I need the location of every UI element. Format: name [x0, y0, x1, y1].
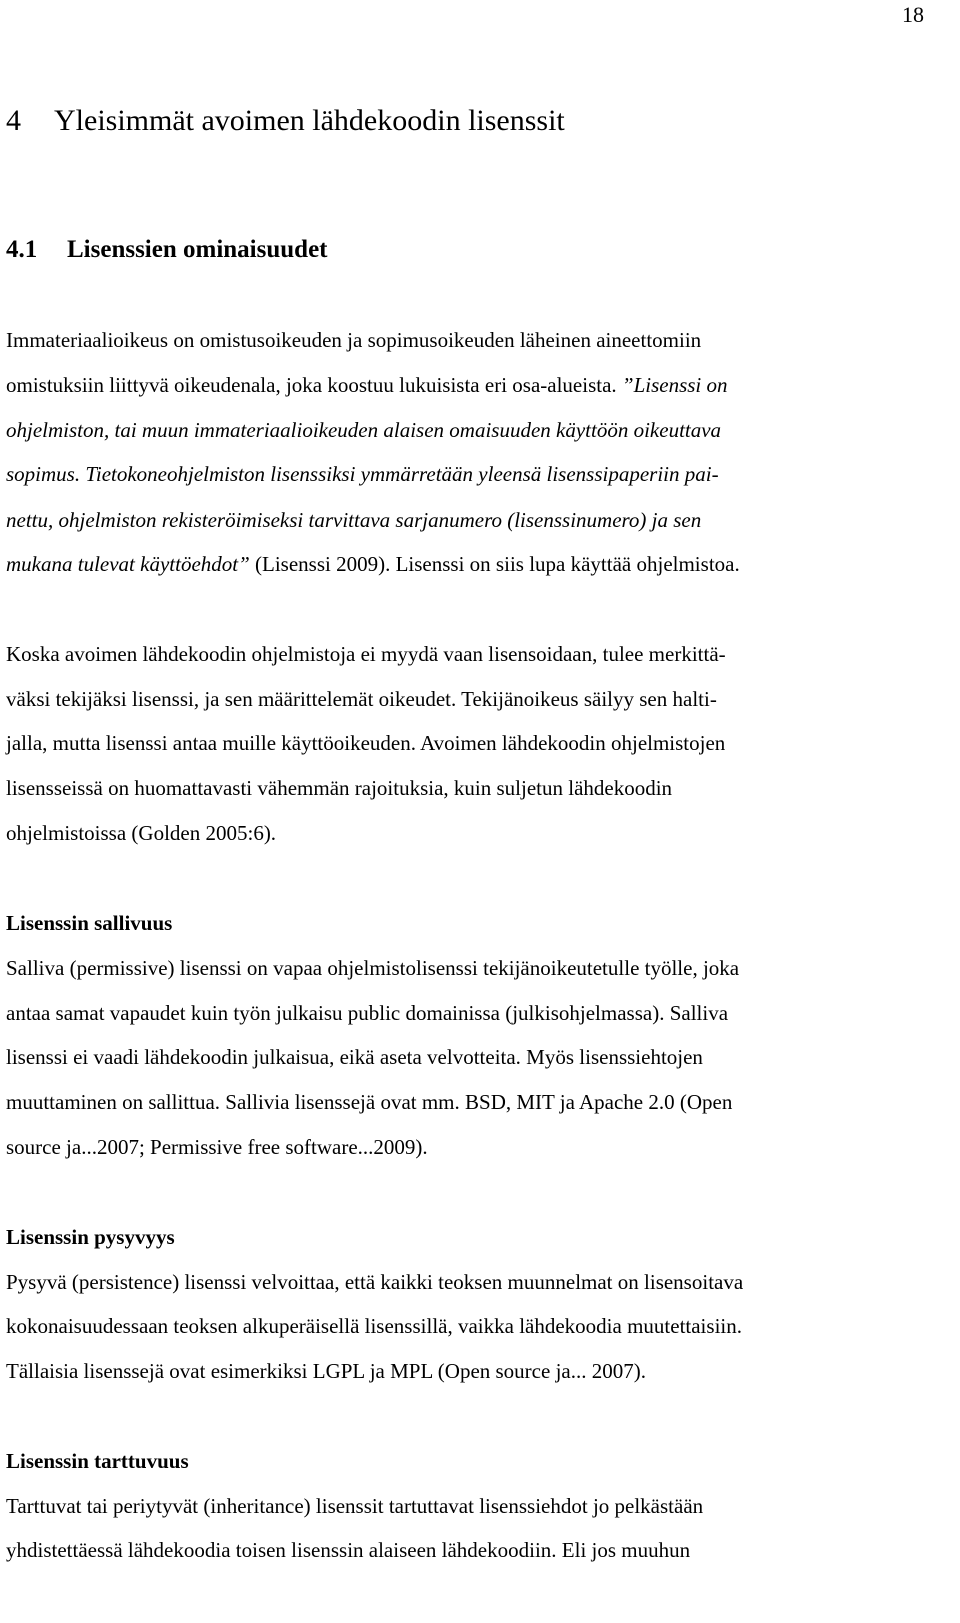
- paragraph-line: lisenssi ei vaadi lähdekoodin julkaisua, eikä aseta velvotteita. Myös lisenssiehtojen: [6, 1045, 703, 1069]
- page-number: 18: [902, 2, 924, 27]
- paragraph-line: kokonaisuudessaan teoksen alkuperäisellä lisenssillä, vaikka lähdekoodia muutettaisiin.: [6, 1314, 742, 1338]
- chapter-heading: [6, 104, 565, 138]
- paragraph-line: yhdistettäessä lähdekoodia toisen lisenssin alaiseen lähdekoodiin. Eli jos muuhun: [6, 1538, 691, 1562]
- paragraph-line: Immateriaalioikeus on omistusoikeuden ja sopimusoikeuden läheinen aineettomiin: [6, 328, 702, 352]
- paragraph-line: [6, 551, 740, 577]
- paragraph-line: source ja...2007; Permissive free software...2009).: [6, 1135, 428, 1159]
- paragraph-text: omistuksiin liittyvä oikeudenala, joka koostuu lukuisista eri osa-alueista.: [6, 373, 622, 397]
- paragraph-line: lisensseissä on huomattavasti vähemmän rajoituksia, kuin suljetun lähdekoodin: [6, 776, 673, 800]
- subsection-heading: Lisenssin tarttuvuus: [6, 1449, 189, 1473]
- paragraph-line: [6, 417, 721, 443]
- paragraph-line: ohjelmistoissa (Golden 2005:6).: [6, 821, 277, 845]
- subsection-heading: Lisenssin pysyvyys: [6, 1225, 175, 1249]
- quote-text: ”Lisenssi on: [621, 373, 728, 397]
- paragraph-line: Pysyvä (persistence) lisenssi velvoittaa, että kaikki teoksen muunnelmat on lisensoitava: [6, 1270, 744, 1294]
- paragraph-line: [6, 372, 728, 398]
- quote-text: mukana tulevat käyttöehdot”: [6, 552, 250, 576]
- quote-text: sopimus. Tietokoneohjelmiston lisenssiksi ymmärretään yleensä lisenssipaperiin pai-: [6, 462, 719, 486]
- paragraph-line: Salliva (permissive) lisenssi on vapaa ohjelmistolisenssi tekijänoikeutetulle työlle, joka: [6, 956, 740, 980]
- paragraph-line: Koska avoimen lähdekoodin ohjelmistoja ei myydä vaan lisensoidaan, tulee merkittä-: [6, 642, 726, 666]
- subsection-heading: Lisenssin sallivuus: [6, 911, 173, 935]
- chapter-title: Yleisimmät avoimen lähdekoodin lisenssit: [54, 104, 565, 137]
- chapter-number: 4: [6, 104, 21, 137]
- section-heading: [6, 236, 328, 264]
- paragraph-line: [6, 507, 701, 533]
- paragraph-line: Tällaisia lisenssejä ovat esimerkiksi LGPL ja MPL (Open source ja... 2007).: [6, 1359, 646, 1383]
- section-number: 4.1: [6, 236, 38, 263]
- paragraph-line: muuttaminen on sallittua. Sallivia lisenssejä ovat mm. BSD, MIT ja Apache 2.0 (Open: [6, 1090, 733, 1114]
- paragraph-line: [6, 461, 719, 487]
- paragraph-line: antaa samat vapaudet kuin työn julkaisu public domainissa (julkisohjelmassa). Salliva: [6, 1001, 729, 1025]
- paragraph-line: väksi tekijäksi lisenssi, ja sen määrittelemät oikeudet. Tekijänoikeus säilyy sen halti-: [6, 687, 717, 711]
- quote-text: ohjelmiston, tai muun immateriaalioikeuden alaisen omaisuuden käyttöön oikeuttava: [6, 418, 722, 442]
- paragraph-line: Tarttuvat tai periytyvät (inheritance) lisenssit tartuttavat lisenssiehdot jo pelkästään: [6, 1494, 704, 1518]
- section-title: Lisenssien ominaisuudet: [67, 236, 328, 263]
- paragraph-text: (Lisenssi 2009). Lisenssi on siis lupa käyttää ohjelmistoa.: [249, 552, 740, 576]
- paragraph-line: jalla, mutta lisenssi antaa muille käyttöoikeuden. Avoimen lähdekoodin ohjelmistojen: [6, 731, 726, 755]
- quote-text: nettu, ohjelmiston rekisteröimiseksi tarvittava sarjanumero (lisenssinumero) ja sen: [6, 508, 702, 532]
